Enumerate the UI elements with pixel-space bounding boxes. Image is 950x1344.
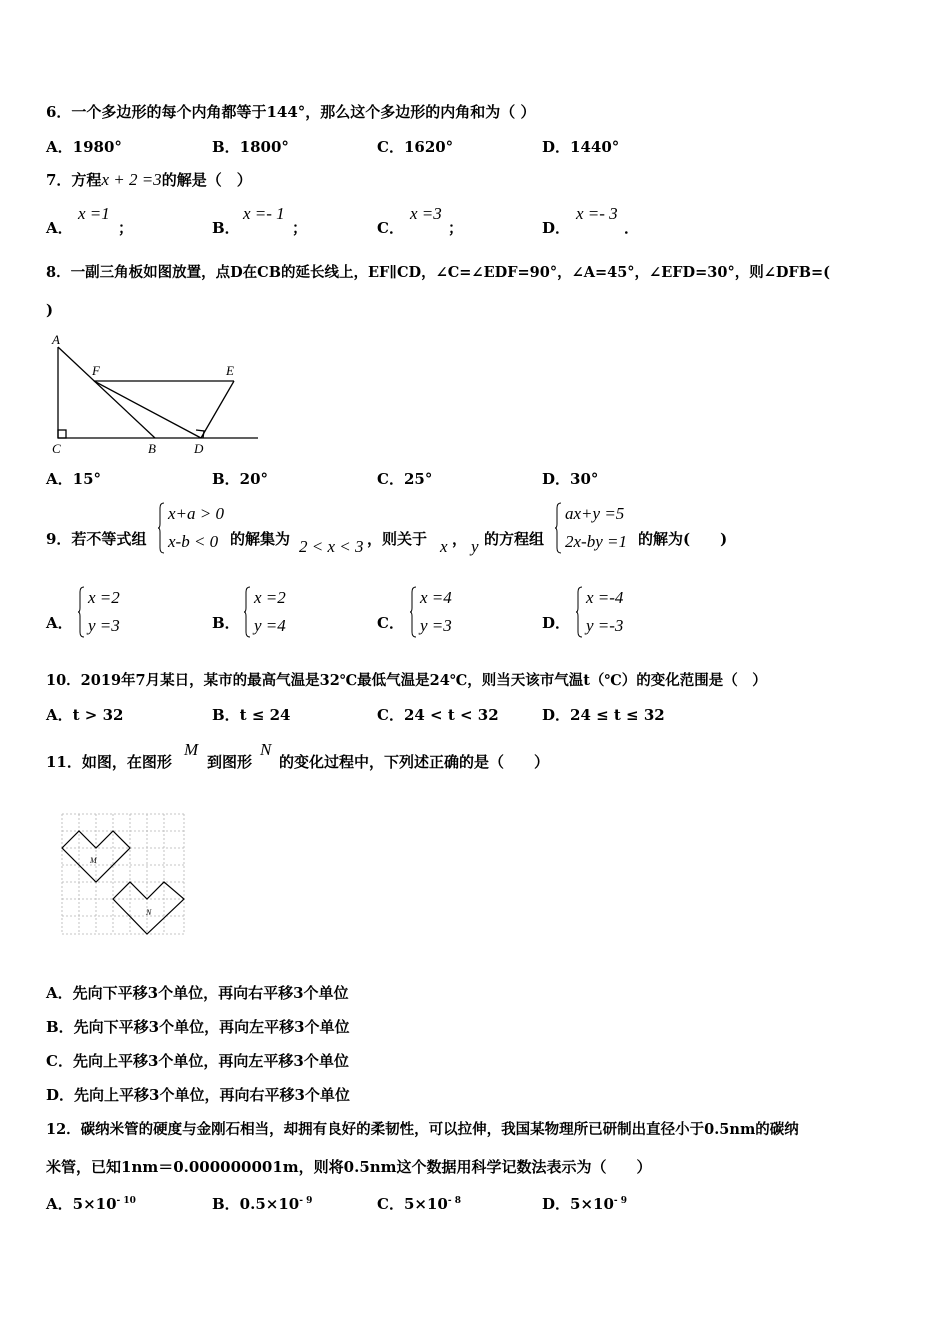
q10-text: 10．2019年7月某日，某市的最高气温是32℃最低气温是24℃，则当天该市气温t（℃）的变化范围是（ ） [46, 672, 767, 689]
q8-label-e: E [226, 363, 234, 378]
q9-suffix: 的解为( ) [638, 530, 728, 548]
q9-option-d-system [576, 584, 623, 640]
q9-option-a-label: A． [46, 614, 73, 632]
q9-option-b-system [244, 584, 286, 640]
q9-option-c-brace-icon [410, 586, 416, 638]
q9-option-c-x: x =4 [420, 588, 452, 607]
q12-text: 12．碳纳米管的硬度与金刚石相当，却拥有良好的柔韧性，可以拉伸，我国某物理所已研制出直径小于0.5nm的碳纳 [46, 1121, 799, 1138]
q9-option-c-y: y =3 [420, 616, 452, 635]
q7-option-c-value: x =3 [410, 204, 442, 223]
q12-option-d-exp: - 9 [613, 1196, 628, 1206]
q11-suffix: 的变化过程中，下列述正确的是（ ） [279, 753, 550, 771]
q8-text: 8．一副三角板如图放置，点D在CB的延长线上，EF∥CD，∠C=∠EDF=90°，∠A=45°，∠EFD=30°，则∠DFB=( [46, 264, 830, 281]
q7-text [46, 170, 252, 190]
q7-prefix: 7．方程 [46, 171, 102, 189]
q12-option-a [46, 1191, 136, 1214]
q7-option-a-value: x =1 [78, 204, 110, 223]
q10-option-c: C．24 < t < 32 [377, 706, 499, 724]
q7-option-d-end: ． [624, 219, 640, 237]
q9-option-a-x: x =2 [88, 588, 120, 607]
q9-comma: ， [452, 530, 468, 548]
q9-option-a-brace-icon [78, 586, 84, 638]
q12-option-b-exp: - 9 [299, 1196, 313, 1206]
q6-option-b: B．1800° [212, 138, 289, 156]
q6-option-d: D．1440° [542, 138, 620, 156]
q7-option-b-label: B． [212, 219, 240, 237]
q7-option-b-end: ； [292, 219, 308, 237]
q11-option-a: A．先向下平移3个单位，再向右平移3个单位 [46, 984, 349, 1002]
q12-option-c [377, 1191, 461, 1214]
q8-label-b: B [148, 441, 156, 456]
q8-label-f: F [92, 363, 100, 378]
q6-option-a: A．1980° [46, 138, 122, 156]
q9-option-d-label: D． [542, 614, 571, 632]
q11-grid-figure [60, 812, 188, 936]
q9-ineq-1: x+a > 0 [168, 504, 224, 523]
q9-option-a-y: y =3 [88, 616, 120, 635]
q12-option-b-base: B．0.5×10 [212, 1195, 300, 1213]
q9-option-d-brace-icon [576, 586, 582, 638]
q8-triangle-figure [46, 330, 262, 458]
q9-range: 2 < x < 3 [299, 537, 364, 556]
q9-ineq-2: x-b < 0 [168, 532, 219, 551]
q8-option-b: B．20° [212, 470, 269, 488]
q7-suffix: 的解是（ ） [161, 171, 252, 189]
q9-option-b-x: x =2 [254, 588, 286, 607]
q9-option-d-y: y =-3 [586, 616, 624, 635]
q8-option-a: A．15° [46, 470, 102, 488]
q9-option-c-label: C． [377, 614, 404, 632]
q7-option-c-end: ； [448, 219, 464, 237]
q12-text-cont: 米管，已知1nm＝0.000000001m，则将0.5nm这个数据用科学记数法表示为（ ） [46, 1158, 652, 1176]
q7-option-b-value: x =- 1 [243, 204, 285, 223]
q9-option-b-brace-icon [244, 586, 250, 638]
q9-mid3: 的方程组 [484, 530, 545, 548]
q7-option-d-label: D． [542, 219, 571, 237]
q9-mid2: ，则关于 [367, 530, 428, 548]
q9-inequality-system [158, 500, 224, 556]
q9-eq-2: 2x-by =1 [565, 532, 627, 551]
q11-var-m: M [184, 740, 199, 759]
q9-option-a-system [78, 584, 120, 640]
q12-option-d [542, 1191, 627, 1214]
q8-label-c: C [52, 441, 61, 456]
q8-text-cont: ) [46, 301, 54, 319]
q12-option-a-exp: - 10 [116, 1196, 136, 1206]
q11-var-n: N [260, 740, 272, 759]
q12-option-d-base: D．5×10 [542, 1195, 614, 1213]
q7-equation: x + 2 =3 [101, 170, 162, 189]
q9-mid: 的解集为 [230, 530, 291, 548]
q9-option-c-system [410, 584, 452, 640]
q8-option-d: D．30° [542, 470, 599, 488]
q8-label-a: A [52, 332, 60, 347]
q11-mid: 到图形 [207, 753, 253, 771]
q9-option-b-label: B． [212, 614, 240, 632]
q7-option-d-value: x =- 3 [576, 204, 618, 223]
q8-label-d: D [194, 441, 204, 456]
q12-option-b [212, 1191, 312, 1214]
q7-option-a-label: A． [46, 219, 73, 237]
q12-option-c-exp: - 8 [447, 1196, 461, 1206]
q11-figure-label-n: N [146, 908, 152, 917]
q9-ineq-brace-icon [158, 502, 164, 554]
q7-option-c-label: C． [377, 219, 404, 237]
q7-option-a-end: ； [118, 219, 134, 237]
q6-text: 6．一个多边形的每个内角都等于144°，那么这个多边形的内角和为（ ） [46, 103, 536, 121]
q9-prefix: 9．若不等式组 [46, 530, 147, 548]
q8-option-c: C．25° [377, 470, 433, 488]
q9-var-x: x [440, 537, 448, 556]
q9-eq-brace-icon [555, 502, 561, 554]
q11-figure-label-m: M [90, 856, 97, 865]
q9-option-b-y: y =4 [254, 616, 286, 635]
q10-option-d: D．24 ≤ t ≤ 32 [542, 706, 665, 724]
q10-option-a: A．t > 32 [46, 706, 124, 724]
q9-equation-system [555, 500, 627, 556]
q9-var-y: y [471, 537, 479, 556]
q12-option-c-base: C．5×10 [377, 1195, 448, 1213]
q11-option-b: B．先向下平移3个单位，再向左平移3个单位 [46, 1018, 350, 1036]
q11-prefix: 11．如图，在图形 [46, 753, 172, 771]
q11-option-c: C．先向上平移3个单位，再向左平移3个单位 [46, 1052, 349, 1070]
q9-option-d-x: x =-4 [586, 588, 624, 607]
q10-option-b: B．t ≤ 24 [212, 706, 291, 724]
q6-option-c: C．1620° [377, 138, 454, 156]
q9-eq-1: ax+y =5 [565, 504, 625, 523]
q11-option-d: D．先向上平移3个单位，再向右平移3个单位 [46, 1086, 350, 1104]
q12-option-a-base: A．5×10 [46, 1195, 117, 1213]
